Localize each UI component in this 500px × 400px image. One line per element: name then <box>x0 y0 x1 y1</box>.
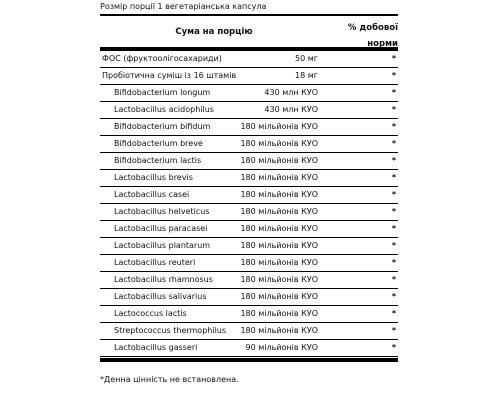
bottom-rule <box>100 358 398 362</box>
ingredient-name: Lactobacillus acidophilus <box>114 105 214 114</box>
ingredient-amount: 180 мільйонів КУО <box>240 156 318 165</box>
ingredient-amount: 180 мільйонів КУО <box>240 122 318 131</box>
daily-value: * <box>391 258 396 267</box>
ingredient-name: Lactobacillus casei <box>114 190 190 199</box>
ingredient-name: Lactobacillus salivarius <box>114 292 207 301</box>
ingredient-amount: 180 мільйонів КУО <box>240 241 318 250</box>
table-row <box>100 255 398 272</box>
table-row <box>100 85 398 102</box>
ingredient-amount: 180 мільйонів КУО <box>240 224 318 233</box>
ingredient-name: Lactobacillus rhamnosus <box>114 275 213 284</box>
table-row <box>100 153 398 170</box>
ingredient-name: Lactobacillus helveticus <box>114 207 210 216</box>
ingredient-amount: 180 мільйонів КУО <box>240 207 318 216</box>
daily-value: * <box>391 173 396 182</box>
ingredient-amount: 430 млн КУО <box>264 105 318 114</box>
ingredient-amount: 180 мільйонів КУО <box>240 292 318 301</box>
table-row <box>100 340 398 357</box>
table-row <box>100 204 398 221</box>
daily-value: * <box>391 275 396 284</box>
ingredient-amount: 430 млн КУО <box>264 88 318 97</box>
table-row <box>100 221 398 238</box>
daily-value: * <box>391 139 396 148</box>
ingredient-name: Lactobacillus paracasei <box>114 224 208 233</box>
ingredient-amount: 180 мільйонів КУО <box>240 258 318 267</box>
ingredient-amount: 180 мільйонів КУО <box>240 139 318 148</box>
daily-value: * <box>391 224 396 233</box>
daily-value: * <box>391 207 396 216</box>
ingredient-amount: 90 мільйонів КУО <box>245 343 318 352</box>
table-row <box>100 289 398 306</box>
table-row <box>100 238 398 255</box>
table-row <box>100 68 398 85</box>
ingredient-amount: 180 мільйонів КУО <box>240 190 318 199</box>
ingredient-name: ФОС (фруктоолігосахариди) <box>102 54 222 63</box>
daily-value: * <box>391 326 396 335</box>
ingredient-amount: 50 мг <box>295 54 318 63</box>
ingredient-amount: 180 мільйонів КУО <box>240 309 318 318</box>
table-row <box>100 306 398 323</box>
ingredient-amount: 180 мільйонів КУО <box>240 173 318 182</box>
ingredient-name: Bifidobacterium breve <box>114 139 203 148</box>
daily-value: * <box>391 343 396 352</box>
ingredient-name: Streptococcus thermophilus <box>114 326 227 335</box>
ingredient-name: Lactococcus lactis <box>114 309 187 318</box>
supplement-facts-panel <box>100 0 398 400</box>
daily-value: * <box>391 71 396 80</box>
table-row <box>100 187 398 204</box>
daily-value: * <box>391 292 396 301</box>
table-row <box>100 323 398 340</box>
daily-value: * <box>391 241 396 250</box>
amount-per-serving-heading: Сума на порцію <box>175 26 253 37</box>
daily-value: * <box>391 309 396 318</box>
daily-value-heading <box>338 20 398 52</box>
nutrient-rows <box>100 51 398 357</box>
daily-value: * <box>391 122 396 131</box>
table-row <box>100 102 398 119</box>
daily-value-heading-line2: норми <box>367 39 398 49</box>
daily-value: * <box>391 105 396 114</box>
ingredient-amount: 18 мг <box>295 71 318 80</box>
ingredient-name: Lactobacillus gasseri <box>114 343 198 352</box>
serving-size: Розмір порції 1 вегетаріанська капсула <box>100 2 267 11</box>
footnote: *Денна цінність не встановлена. <box>100 375 239 384</box>
table-row <box>100 170 398 187</box>
ingredient-name: Bifidobacterium bifidum <box>114 122 211 131</box>
table-row <box>100 136 398 153</box>
ingredient-name: Lactobacillus plantarum <box>114 241 211 250</box>
ingredient-amount: 180 мільйонів КУО <box>240 275 318 284</box>
ingredient-name: Lactobacillus reuteri <box>114 258 196 267</box>
table-header <box>100 14 398 51</box>
daily-value: * <box>391 156 396 165</box>
ingredient-name: Пробіотична суміш із 16 штамів <box>102 71 237 80</box>
ingredient-amount: 180 мільйонів КУО <box>240 326 318 335</box>
daily-value: * <box>391 54 396 63</box>
table-row <box>100 272 398 289</box>
ingredient-name: Lactobacillus brevis <box>114 173 193 182</box>
daily-value-heading-line1: % добової <box>347 23 398 33</box>
ingredient-name: Bifidobacterium lactis <box>114 156 202 165</box>
daily-value: * <box>391 190 396 199</box>
daily-value: * <box>391 88 396 97</box>
table-row <box>100 51 398 68</box>
ingredient-name: Bifidobacterium longum <box>114 88 211 97</box>
table-row <box>100 119 398 136</box>
